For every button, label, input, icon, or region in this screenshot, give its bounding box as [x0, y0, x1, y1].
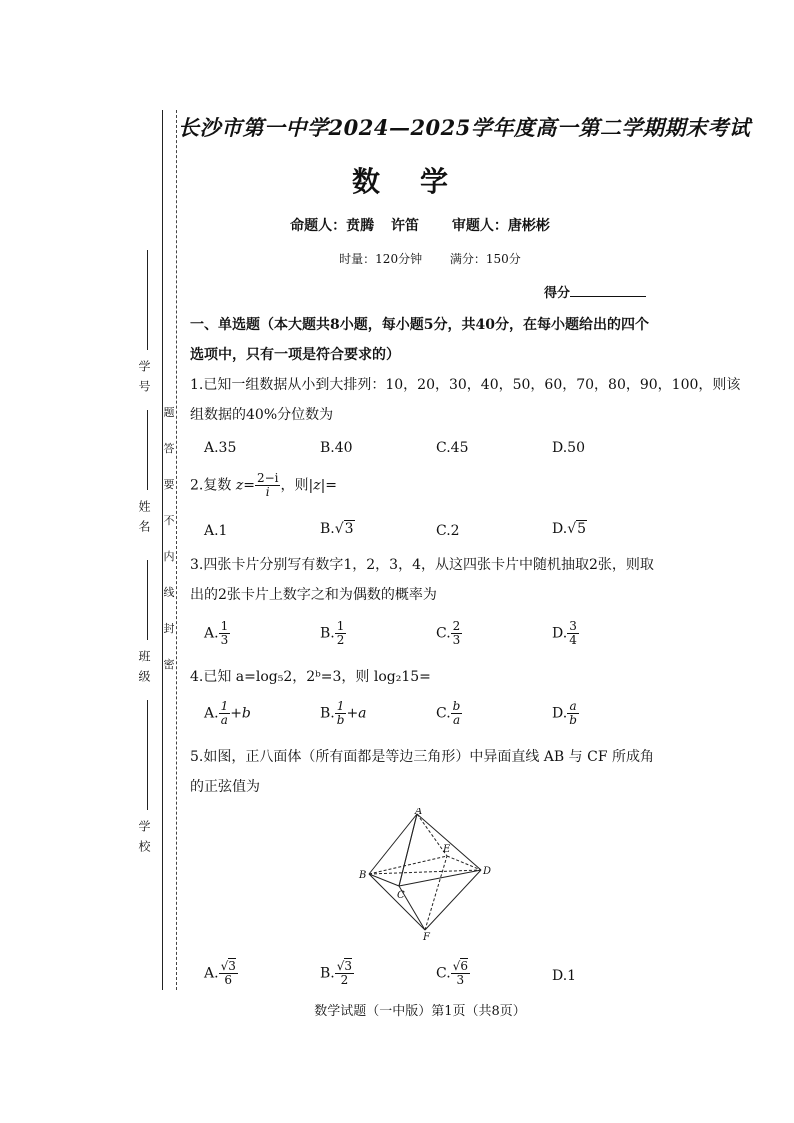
binding-dashed-line	[176, 110, 177, 990]
q3-option-b[interactable]	[320, 620, 346, 647]
q2-option-b[interactable]	[320, 521, 355, 537]
sqrt-icon: √3	[334, 521, 354, 537]
notice-char: 线	[163, 586, 175, 599]
frac-den: 6	[224, 973, 233, 987]
q2-d-radicand: 5	[577, 521, 587, 537]
question-4: 4.已知 a=log₅2，2ᵇ=3，则 log₂15=	[190, 669, 431, 685]
point-label-f: F	[423, 932, 430, 940]
notice-char: 不	[163, 514, 175, 527]
q3-a-label: A.	[204, 625, 219, 642]
point-label-e: E	[443, 844, 451, 855]
q2-fraction	[255, 472, 281, 499]
q5-option-b[interactable]	[320, 960, 354, 987]
frac-den: 2	[336, 633, 345, 647]
question-2	[190, 472, 337, 499]
q4-a-frac	[219, 700, 231, 727]
q1-option-b[interactable]: B.40	[320, 440, 353, 456]
q2-option-d[interactable]	[552, 521, 587, 537]
exam-title: 长沙市第一中学2024—2025学年度高一第二学期期末考试	[178, 115, 751, 140]
time-info	[300, 250, 560, 267]
q2-option-a[interactable]: A.1	[204, 523, 228, 539]
q3-d-frac	[567, 620, 579, 647]
full-score: 满分：150分	[449, 252, 521, 266]
q3-option-a[interactable]	[204, 620, 230, 647]
q5-c-label: C.	[436, 965, 451, 982]
frac-den: 3	[452, 633, 461, 647]
section-heading	[190, 314, 649, 366]
author-label: 命题人：贲腾	[290, 218, 375, 234]
notice-char: 封	[163, 622, 175, 635]
frac-den: 3	[220, 633, 229, 647]
point-label-b: B	[359, 870, 367, 881]
q1-option-a[interactable]: A.35	[204, 440, 237, 456]
radicand: 6	[460, 959, 468, 973]
notice-char: 答	[163, 442, 175, 455]
class-label: 班级	[137, 650, 151, 690]
frac-num: 1	[220, 699, 229, 713]
authors	[260, 215, 580, 235]
author-2: 许笛	[391, 218, 419, 234]
q4-option-d[interactable]	[552, 700, 579, 727]
binding-notice	[162, 404, 176, 692]
question-3	[190, 554, 654, 606]
q2-num: 2−i	[256, 471, 279, 485]
point-label-c: C	[397, 890, 405, 901]
school-label: 学校	[137, 820, 151, 860]
section-heading-line2: 选项中，只有一项是符合要求的）	[190, 347, 400, 363]
student-id-label: 学号	[137, 360, 151, 400]
q3-line2: 出的2张卡片上数字之和为偶数的概率为	[190, 587, 437, 603]
q5-b-frac	[335, 960, 354, 987]
frac-num: b	[452, 699, 461, 713]
q3-c-label: C.	[436, 625, 451, 642]
q5-line1: 5.如图，正八面体（所有面都是等边三角形）中异面直线 AB 与 CF 所成角	[190, 749, 654, 765]
q4-b-frac	[335, 700, 347, 727]
score-input-line[interactable]	[570, 284, 646, 297]
q3-b-frac	[335, 620, 347, 647]
question-1	[190, 374, 740, 426]
q5-line2: 的正弦值为	[190, 779, 260, 795]
notice-char: 密	[163, 658, 175, 671]
q4-d-frac	[567, 700, 579, 727]
section-heading-line1: 一、单选题（本大题共8小题，每小题5分，共40分，在每小题给出的四个	[190, 317, 649, 333]
q5-option-c[interactable]	[436, 960, 470, 987]
q4-option-c[interactable]	[436, 700, 462, 727]
frac-den: b	[569, 713, 577, 727]
page-footer: 数学试题（一中版）第1页（共8页）	[314, 1004, 526, 1019]
subject-title: 数学	[351, 165, 488, 198]
frac-num: √6	[452, 959, 468, 973]
frac-num: 1	[336, 619, 345, 633]
time-limit: 时量：120分钟	[339, 252, 423, 266]
q4-b-label: B.	[320, 705, 335, 722]
sqrt-icon: √5	[567, 521, 587, 537]
q2-eq: =	[243, 477, 255, 494]
name-line[interactable]	[147, 410, 148, 490]
frac-den: 4	[569, 633, 577, 647]
q4-a-label: A.	[204, 705, 219, 722]
q2-var-z2: z	[313, 477, 321, 494]
frac-den: b	[336, 713, 345, 727]
q4-d-label: D.	[552, 705, 568, 722]
notice-char: 题	[163, 406, 175, 419]
q2-suffix2: |=	[320, 477, 338, 494]
q5-a-label: A.	[204, 965, 219, 982]
q4-b-tail: +a	[346, 705, 367, 722]
q3-option-c[interactable]	[436, 620, 462, 647]
q1-option-d[interactable]: D.50	[552, 440, 585, 456]
frac-num: √3	[336, 959, 353, 973]
q5-c-frac	[451, 960, 470, 987]
q4-c-frac	[451, 700, 463, 727]
q2-d-label: D.	[552, 521, 568, 537]
frac-num: 2	[452, 619, 461, 633]
school-line[interactable]	[147, 700, 148, 810]
q3-b-label: B.	[320, 625, 335, 642]
frac-den: 2	[340, 973, 349, 987]
frac-num: 1	[335, 700, 347, 714]
frac-num: √3	[220, 959, 236, 973]
q2-option-c[interactable]: C.2	[436, 523, 460, 539]
point-label-d: D	[483, 866, 492, 877]
score-label: 得分	[544, 286, 571, 301]
reviewer-label: 审题人：唐彬彬	[451, 218, 550, 234]
frac-den: 3	[456, 973, 465, 987]
q5-b-label: B.	[320, 965, 335, 982]
point-label-a: A	[415, 808, 423, 817]
q2-b-label: B.	[320, 521, 335, 537]
q4-c-label: C.	[436, 705, 451, 722]
frac-num: a	[567, 700, 579, 714]
q1-line1: 1.已知一组数据从小到大排列：10，20，30，40，50，60，70，80，90，100，则该	[190, 377, 741, 393]
octahedron-figure	[355, 808, 495, 940]
q2-b-radicand: 3	[344, 521, 354, 537]
q4-a-tail: +b	[230, 705, 251, 722]
notice-char: 内	[163, 550, 175, 563]
notice-char: 要	[163, 478, 175, 491]
radicand: 3	[344, 959, 353, 973]
q2-den: i	[265, 485, 270, 499]
q2-var-z: z	[235, 477, 244, 494]
radicand: 3	[228, 959, 236, 973]
score-field	[544, 282, 646, 301]
frac-den: a	[452, 713, 461, 727]
question-5	[190, 746, 654, 798]
q4-option-b[interactable]	[320, 700, 367, 727]
q5-a-frac	[219, 960, 238, 987]
q2-suffix: ，则|	[280, 477, 314, 494]
q3-c-frac	[451, 620, 463, 647]
q3-line1: 3.四张卡片分别写有数字1，2，3，4，从这四张卡片中随机抽取2张，则取	[190, 557, 654, 573]
q5-option-d[interactable]: D.1	[552, 968, 577, 984]
student-id-line[interactable]	[147, 250, 148, 350]
q4-option-a[interactable]	[204, 700, 251, 727]
q1-line2: 组数据的40%分位数为	[190, 407, 334, 423]
class-line[interactable]	[147, 560, 148, 640]
frac-den: a	[220, 713, 228, 727]
q1-option-c[interactable]: C.45	[436, 440, 469, 456]
q2-prefix: 2.复数	[190, 477, 232, 494]
name-label: 姓名	[137, 500, 151, 540]
q5-option-a[interactable]	[204, 960, 238, 987]
q3-option-d[interactable]	[552, 620, 579, 647]
q3-d-label: D.	[552, 625, 568, 642]
frac-num: 1	[220, 619, 229, 633]
frac-num: 3	[569, 619, 577, 633]
q3-a-frac	[219, 620, 231, 647]
